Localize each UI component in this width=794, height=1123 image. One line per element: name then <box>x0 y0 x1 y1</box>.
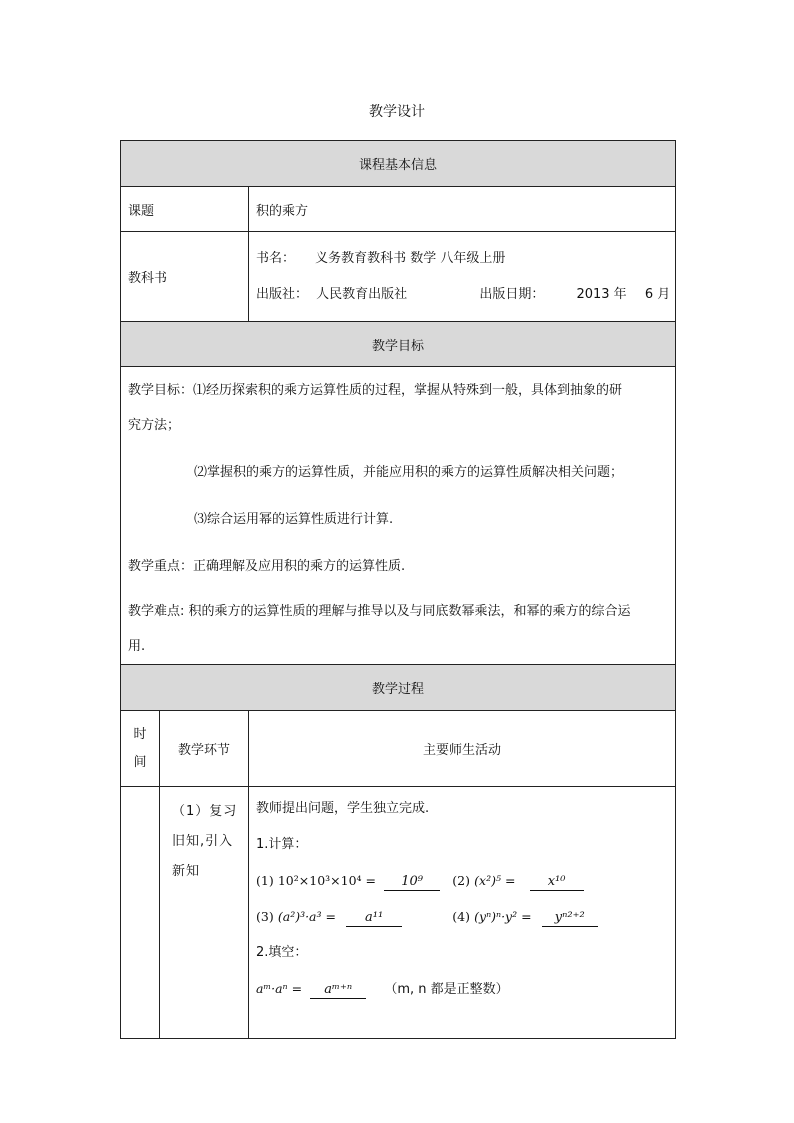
textbook-info <box>249 232 676 322</box>
calc-row-1 <box>256 863 675 899</box>
q4-expression: (yⁿ)ⁿ·y² = <box>474 909 532 924</box>
date-month: 6 月 <box>644 286 671 302</box>
q4-answer: yⁿ²⁺² <box>542 910 598 927</box>
stage-1-line-1: （1）复习 <box>172 804 238 819</box>
textbook-label: 教科书 <box>121 232 249 322</box>
goal-line-2: 究方法； <box>128 418 181 433</box>
activity-cell-1 <box>249 787 676 1039</box>
topic-label: 课题 <box>121 187 249 232</box>
stage-1-line-2: 旧知,引入 <box>172 834 234 849</box>
q3-answer: a¹¹ <box>346 910 402 927</box>
fill-heading: 2.填空： <box>256 945 308 960</box>
date-year: 2013 年 <box>576 286 627 302</box>
book-name-line <box>256 241 675 277</box>
stage-column-header: 教学环节 <box>160 711 249 787</box>
q3-label: (3) <box>256 909 274 924</box>
goal-2: ⑵掌握积的乘方的运算性质，并能应用积的乘方的运算性质解决相关问题； <box>194 465 624 480</box>
goal-3: ⑶综合运用幂的运算性质进行计算. <box>194 512 394 527</box>
time-column-header <box>121 711 160 787</box>
book-label: 书名： <box>256 250 296 266</box>
calc-row-2 <box>256 899 675 935</box>
time-header-char-2: 间 <box>133 754 147 770</box>
activity-intro: 教师提出问题，学生独立完成. <box>256 801 430 816</box>
q1-expression: 10²×10³×10⁴ = <box>277 873 377 888</box>
fill-note: （m, n 都是正整数） <box>384 982 509 997</box>
time-cell-1 <box>121 787 160 1039</box>
stage-1-line-3: 新知 <box>172 864 201 879</box>
q2-label: (2) <box>452 873 471 888</box>
fill-row <box>256 971 675 1007</box>
goal-line-1: 教学目标：⑴经历探索积的乘方运算性质的过程，掌握从特殊到一般，具体到抽象的研 <box>128 383 623 398</box>
topic-value: 积的乘方 <box>249 187 676 232</box>
time-header-char-1: 时 <box>133 726 147 742</box>
difficulty-line-2: 用. <box>128 639 146 654</box>
basic-info-header: 课程基本信息 <box>121 141 676 187</box>
publisher-label: 出版社： <box>256 286 309 302</box>
fill-answer: aᵐ⁺ⁿ <box>310 982 366 999</box>
difficulty-line-1: 教学难点: 积的乘方的运算性质的理解与推导以及与同底数幂乘法，和幂的乘方的综合运 <box>128 604 631 619</box>
q4-label: (4) <box>452 909 470 924</box>
q2-expression: (x²)⁵ = <box>474 873 516 888</box>
stage-cell-1 <box>160 787 249 1039</box>
key-point: 教学重点：正确理解及应用积的乘方的运算性质. <box>128 559 406 574</box>
publisher-value: 人民教育出版社 <box>316 286 408 302</box>
activity-column-header: 主要师生活动 <box>249 711 676 787</box>
process-header: 教学过程 <box>121 665 676 711</box>
objectives-header: 教学目标 <box>121 322 676 367</box>
lesson-plan-table <box>120 140 676 1039</box>
publisher-line <box>256 277 675 313</box>
calc-heading: 1.计算： <box>256 837 308 852</box>
document-title: 教学设计 <box>369 104 425 120</box>
q1-answer: 10⁹ <box>384 874 440 891</box>
q2-answer: x¹⁰ <box>530 874 584 891</box>
book-value: 义务教育教科书 数学 八年级上册 <box>315 250 506 266</box>
q1-label: (1) <box>256 873 274 888</box>
q3-expression: (a²)³·a³ = <box>277 909 336 924</box>
fill-expression: aᵐ·aⁿ = <box>256 981 303 996</box>
objectives-body <box>121 367 676 665</box>
date-label: 出版日期： <box>479 286 545 302</box>
